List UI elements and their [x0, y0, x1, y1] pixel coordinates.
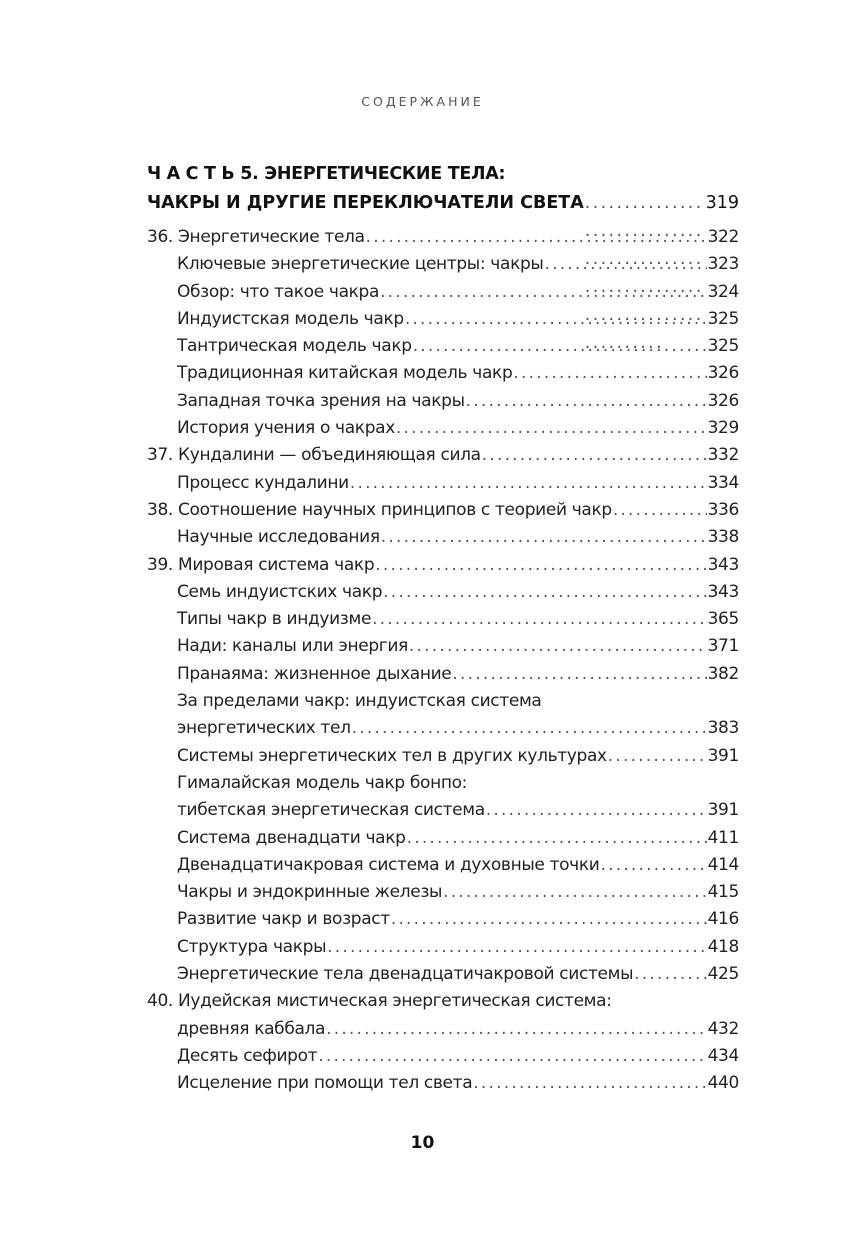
leader-dots	[326, 1016, 706, 1043]
leader-dots	[452, 661, 706, 688]
toc-entry-page: 391	[707, 800, 739, 821]
leader-dots	[372, 606, 707, 633]
toc-entry-page: 415	[707, 882, 739, 903]
leader-dots	[396, 415, 707, 442]
toc-entry-page: 391	[707, 745, 739, 766]
leader-dots	[608, 743, 707, 770]
toc-entry-page: 425	[707, 964, 739, 985]
toc-entry-title: Ключевые энергетические центры: чакры	[177, 254, 544, 275]
toc-entry[interactable]	[147, 906, 739, 933]
toc-entry-title: Пранаяма: жизненное дыхание	[177, 663, 452, 684]
toc-entry-page: 336	[707, 499, 739, 520]
toc-entry-page: 414	[707, 854, 739, 875]
toc-entry-page: 329	[707, 418, 739, 439]
leader-dots	[613, 497, 707, 524]
toc-entry-page: 324	[707, 281, 739, 302]
leader-dots	[413, 333, 707, 360]
leader-dots	[407, 825, 707, 852]
toc-entry-page: 343	[707, 581, 739, 602]
toc-entry[interactable]	[147, 770, 739, 797]
toc-entry-page: 418	[707, 936, 739, 957]
toc-entry-title: Развитие чакр и возраст	[177, 909, 390, 930]
toc-entry-page: 432	[707, 1018, 739, 1039]
toc-entry[interactable]	[147, 961, 739, 988]
leader-dots	[466, 388, 707, 415]
leader-dots	[350, 470, 707, 497]
toc-entry[interactable]	[147, 715, 739, 742]
part-label: Ч А С Т Ь	[147, 164, 235, 184]
toc-entry-title: 37. Кундалини — объединяющая сила	[147, 445, 481, 466]
toc-entry[interactable]	[147, 415, 739, 442]
toc-entry-page: 440	[707, 1073, 739, 1094]
toc-entry[interactable]	[147, 797, 739, 824]
toc-entry-page: 322	[707, 227, 739, 247]
leader-dots	[375, 552, 706, 579]
toc-entry-title: 39. Мировая система чакр	[147, 554, 375, 575]
toc-entry[interactable]	[147, 1070, 739, 1097]
toc-entry-page: 371	[707, 636, 739, 657]
toc-entry-title: Энергетические тела двенадцатичакровой системы	[177, 964, 634, 985]
part-title-line1	[147, 160, 505, 188]
toc-entry[interactable]	[147, 879, 739, 906]
toc-entry-title: Научные исследования	[177, 527, 380, 548]
toc-entry[interactable]	[147, 497, 739, 524]
leader-dots	[327, 934, 706, 961]
toc-entry[interactable]	[147, 552, 739, 579]
leader-dots	[545, 251, 707, 278]
toc-entry-page: 325	[707, 336, 739, 357]
toc-entry-title: Исцеление при помощи тел света	[177, 1073, 473, 1094]
toc-entry[interactable]	[147, 661, 739, 688]
toc-entry[interactable]	[147, 470, 739, 497]
toc-entry[interactable]	[147, 306, 739, 333]
toc-entry[interactable]	[147, 224, 739, 251]
toc-entry[interactable]	[147, 579, 739, 606]
toc-entry-title: 38. Соотношение научных принципов с теорией чакр	[147, 499, 612, 520]
toc-entry-page: 332	[707, 445, 739, 466]
toc-entry-title: Десять сефирот	[177, 1045, 318, 1066]
toc-entry-page: 434	[707, 1045, 739, 1066]
toc-entry[interactable]	[147, 388, 739, 415]
toc-entry[interactable]	[147, 852, 739, 879]
toc-entry-page: 325	[707, 308, 739, 329]
leader-dots	[473, 1070, 706, 1097]
toc-entry[interactable]	[147, 360, 739, 387]
toc-entry-page: 343	[707, 554, 739, 575]
toc-entry-title: 36. Энергетические тела	[147, 227, 365, 247]
toc-entry-page: 365	[707, 609, 739, 630]
toc-entry-title: Структура чакры	[177, 936, 327, 957]
toc-entry-title: Тантрическая модель чакр	[177, 336, 412, 357]
toc-entry-page: 416	[707, 909, 739, 930]
toc-entry-title: История учения о чакрах	[177, 418, 395, 439]
leader-dots	[405, 306, 707, 333]
toc-entry-title: Гималайская модель чакр бонпо:	[177, 772, 468, 793]
leader-dots	[601, 852, 707, 879]
toc-entry-title: Системы энергетических тел в других культурах	[177, 745, 607, 766]
toc-entry-title: Семь индуистских чакр	[177, 581, 383, 602]
leader-dots	[391, 906, 707, 933]
toc-entry-page: 383	[707, 718, 739, 739]
toc-entry-title: Нади: каналы или энергия	[177, 636, 408, 657]
toc-entry[interactable]	[147, 688, 739, 715]
toc-entry-page: 323	[707, 254, 739, 275]
leader-dots	[381, 524, 707, 551]
toc-entry[interactable]	[147, 934, 739, 961]
toc-entry-title: энергетических тел	[177, 718, 351, 739]
toc-entry[interactable]	[147, 606, 739, 633]
toc-entry-page: 382	[707, 663, 739, 684]
leader-dots	[366, 224, 707, 251]
leader-dots	[318, 1043, 706, 1070]
toc-entry[interactable]	[147, 442, 739, 469]
leader-dots	[634, 961, 706, 988]
toc-entry-page: 326	[707, 363, 739, 384]
toc-entry[interactable]	[147, 1043, 739, 1070]
running-header: СОДЕРЖАНИЕ	[361, 94, 484, 109]
toc-entry[interactable]	[147, 279, 739, 306]
leader-dots	[383, 579, 706, 606]
toc-entry-title: За пределами чакр: индуистская система	[177, 691, 542, 712]
toc-entry-title: 40. Иудейская мистическая энергетическая система:	[147, 991, 612, 1012]
leader-dots	[409, 633, 707, 660]
toc-entry-title: Обзор: что такое чакра	[177, 281, 380, 302]
page-number: 10	[410, 1133, 435, 1153]
table-of-contents	[147, 224, 739, 1098]
leader-dots	[482, 442, 707, 469]
leader-dots	[486, 797, 707, 824]
toc-entry-title: Традиционная китайская модель чакр	[177, 363, 513, 384]
leader-dots	[513, 360, 706, 387]
toc-entry-title: Западная точка зрения на чакры	[177, 390, 465, 411]
toc-entry-page: 334	[707, 472, 739, 493]
part-subtitle: ЧАКРЫ И ДРУГИЕ ПЕРЕКЛЮЧАТЕЛИ СВЕТА	[147, 193, 584, 213]
toc-entry[interactable]	[147, 633, 739, 660]
toc-entry-title: Чакры и эндокринные железы	[177, 882, 443, 903]
part-page: 319	[705, 193, 739, 213]
leader-dots	[352, 715, 707, 742]
toc-entry[interactable]	[147, 988, 739, 1015]
toc-entry-title: Процесс кундалини	[177, 472, 349, 493]
toc-entry[interactable]	[147, 251, 739, 278]
toc-entry-title: Система двенадцати чакр	[177, 827, 406, 848]
toc-entry-title: Двенадцатичакровая система и духовные точки	[177, 854, 600, 875]
toc-entry-page: 326	[707, 390, 739, 411]
toc-entry-page: 411	[707, 827, 739, 848]
toc-entry-title: тибетская энергетическая система	[177, 800, 485, 821]
toc-entry-title: Индуистская модель чакр	[177, 308, 404, 329]
leader-dots	[443, 879, 707, 906]
toc-entry-title: древняя каббала	[177, 1018, 326, 1039]
toc-entry-title: Типы чакр в индуизме	[177, 609, 372, 630]
toc-entry[interactable]	[147, 1016, 739, 1043]
toc-entry[interactable]	[147, 333, 739, 360]
toc-entry[interactable]	[147, 524, 739, 551]
toc-entry-page: 338	[707, 527, 739, 548]
toc-entry[interactable]	[147, 825, 739, 852]
leader-dots	[380, 279, 707, 306]
toc-entry[interactable]	[147, 743, 739, 770]
part-title: 5. ЭНЕРГЕТИЧЕСКИЕ ТЕЛА:	[240, 164, 506, 184]
